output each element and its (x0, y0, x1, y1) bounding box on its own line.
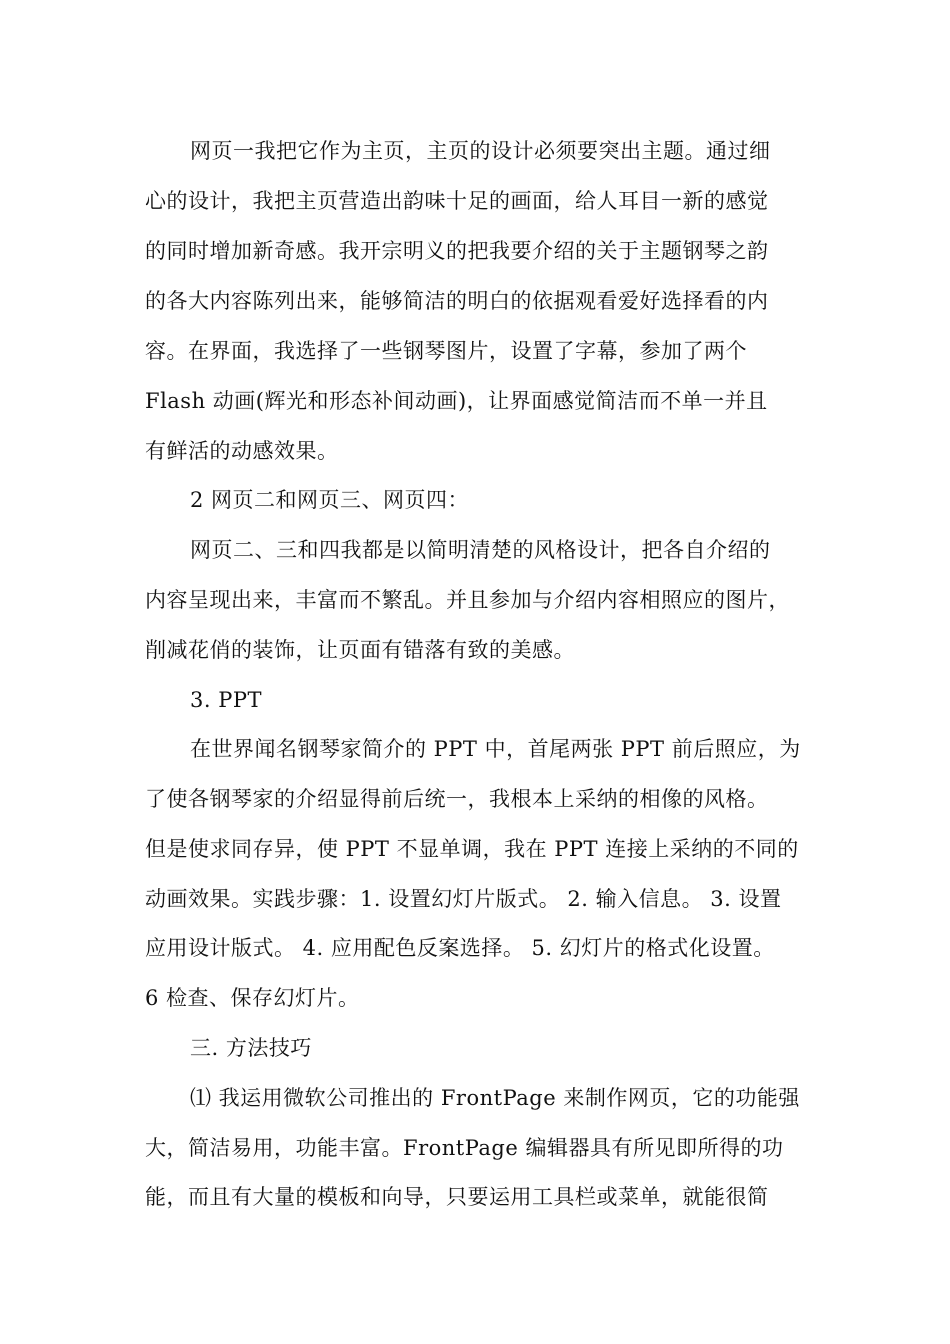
text-line (0, 126, 950, 176)
text-line-content: 在世界闻名钢琴家简介的 PPT 中，首尾两张 PPT 前后照应，为 (190, 737, 801, 761)
text-line (0, 824, 950, 874)
text-line (0, 176, 950, 226)
text-line-content: 6 检查、保存幻灯片。 (145, 986, 360, 1010)
text-line-content: 但是使求同存异，使 PPT 不显单调，我在 PPT 连接上采纳的不同的 (145, 837, 799, 861)
text-line (0, 276, 950, 326)
text-line-content: 削减花俏的装饰，让页面有错落有致的美感。 (145, 638, 575, 662)
section-heading-text: 三. 方法技巧 (190, 1036, 312, 1060)
section-heading (0, 475, 950, 525)
text-line (0, 625, 950, 675)
text-line (0, 326, 950, 376)
text-line-content: 大，简洁易用，功能丰富。FrontPage 编辑器具有所见即所得的功 (145, 1136, 784, 1160)
text-line-content: 应用设计版式。 4. 应用配色反案选择。 5. 幻灯片的格式化设置。 (145, 936, 775, 960)
text-line (0, 1172, 950, 1222)
text-line (0, 525, 950, 575)
text-line-content: 了使各钢琴家的介绍显得前后统一，我根本上采纳的相像的风格。 (145, 787, 769, 811)
text-line-content: Flash 动画(辉光和形态补间动画)，让界面感觉简洁而不单一并且 (145, 389, 768, 413)
text-line-content: 内容呈现出来，丰富而不繁乱。并且参加与介绍内容相照应的图片， (145, 588, 790, 612)
text-line (0, 575, 950, 625)
section-heading (0, 1023, 950, 1073)
text-line-content: 网页一我把它作为主页，主页的设计必须要突出主题。通过细 (190, 139, 771, 163)
text-line-content: 容。在界面，我选择了一些钢琴图片，设置了字幕，参加了两个 (145, 339, 747, 363)
text-line-content: 网页二、三和四我都是以简明清楚的风格设计，把各自介绍的 (190, 538, 771, 562)
text-line-content: 的各大内容陈列出来，能够简洁的明白的依据观看爱好选择看的内 (145, 289, 769, 313)
text-line-content: 能，而且有大量的模板和向导，只要运用工具栏或菜单，就能很简 (145, 1185, 769, 1209)
section-heading-text: 3. PPT (190, 688, 262, 712)
text-line (0, 724, 950, 774)
text-line (0, 923, 950, 973)
text-line (0, 774, 950, 824)
text-line-content: 的同时增加新奇感。我开宗明义的把我要介绍的关于主题钢琴之韵 (145, 239, 769, 263)
text-line-content: ⑴ 我运用微软公司推出的 FrontPage 来制作网页，它的功能强 (190, 1086, 800, 1110)
section-heading (0, 675, 950, 725)
text-line-content: 有鲜活的动感效果。 (145, 439, 339, 463)
text-line-content: 心的设计，我把主页营造出韵味十足的画面，给人耳目一新的感觉 (145, 189, 769, 213)
text-line (0, 1073, 950, 1123)
text-line-content: 动画效果。实践步骤：1. 设置幻灯片版式。 2. 输入信息。 3. 设置 (145, 887, 782, 911)
section-heading-text: 2 网页二和网页三、网页四： (190, 488, 470, 512)
text-line (0, 973, 950, 1023)
text-line (0, 226, 950, 276)
text-line (0, 376, 950, 426)
text-line (0, 874, 950, 924)
text-line (0, 426, 950, 476)
text-line (0, 1123, 950, 1173)
